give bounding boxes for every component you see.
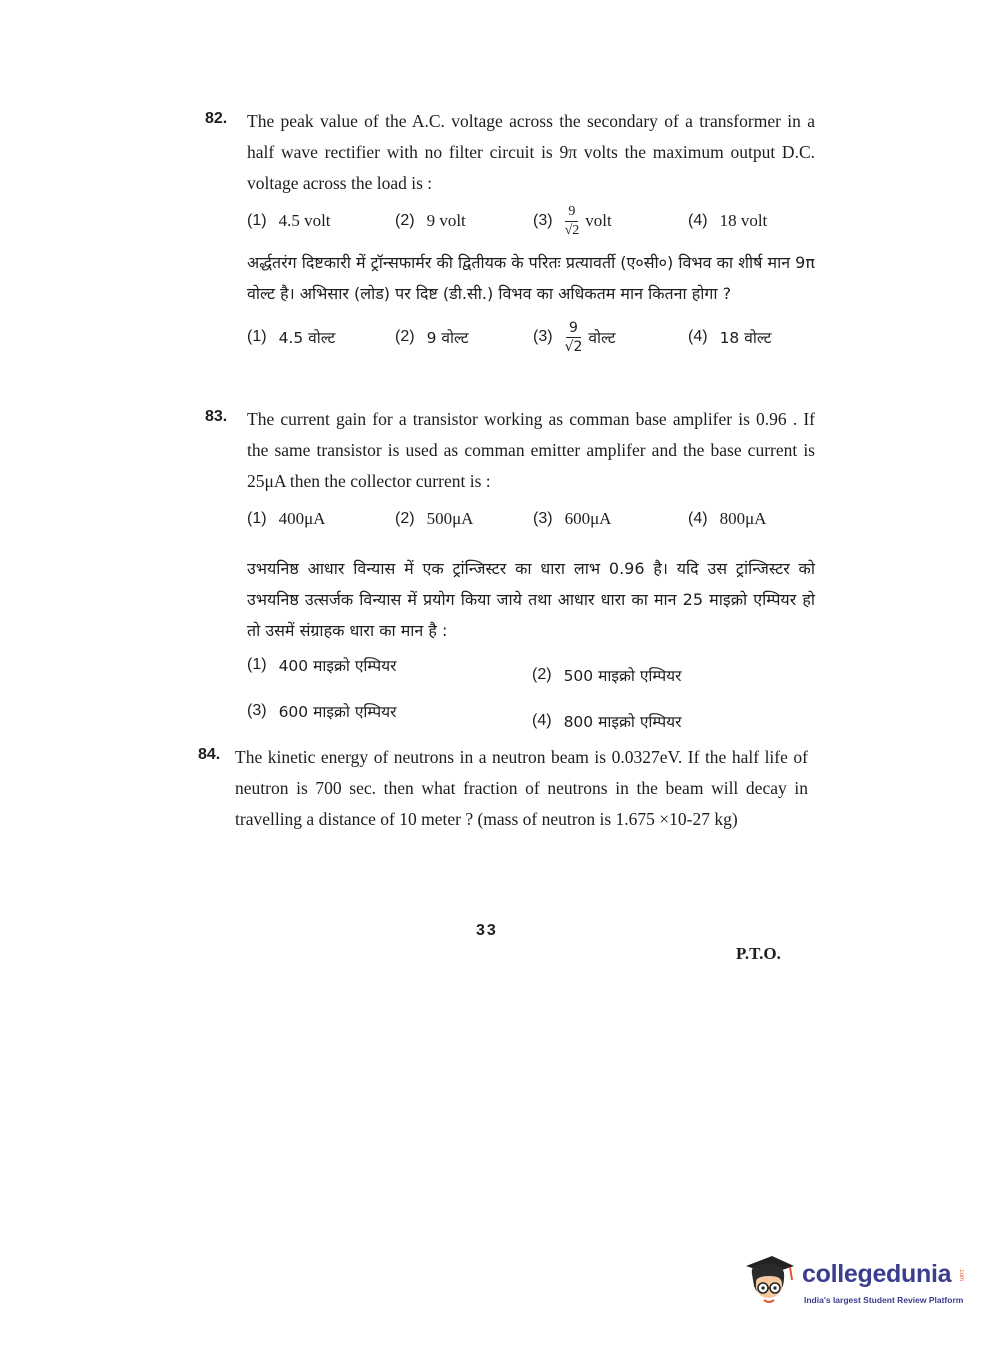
- option-4: (4) 800μA: [688, 509, 767, 528]
- option-2: (2) 500 माइक्रो एम्पियर: [532, 666, 682, 685]
- options-en: [247, 497, 815, 541]
- option-3: (3) $\frac{9}{√2}$ वोल्ट: [533, 319, 616, 355]
- option-3: (3) 600μA: [533, 509, 612, 528]
- question-text-hi: उभयनिष्ठ आधार विन्यास में एक ट्रांन्जिस्टर का धारा लाभ 0.96 है। यदि उस ट्रांन्जिस्टर को उभयनिष्ठ उत्सर्जक विन्यास में प्रयोग किया जाये तथा आधार धारा का मान 25 माइक्रो एम्पियर हो तो उसमें संग्राहक धारा का मान है :: [247, 559, 815, 640]
- question-84: [198, 742, 808, 835]
- question-text-en: The peak value of the A.C. voltage across the secondary of a transformer in a half wave rectifier with no filter circuit is 9π volts the maximum output D.C. voltage across the load is :: [247, 111, 815, 193]
- option-1: (1) 400 माइक्रो एम्पियर: [247, 656, 397, 675]
- question-number: 82.: [205, 110, 228, 127]
- options-en: [247, 199, 815, 243]
- brand-name: collegedunia: [802, 1260, 952, 1288]
- question-82: [205, 106, 815, 359]
- mascot-icon: [742, 1252, 796, 1310]
- question-text-hi: अर्द्धतरंग दिष्टकारी में ट्रॉन्सफार्मर की द्वितीयक के परितः प्रत्यावर्ती (ए०सी०) विभव का शीर्ष मान 9π वोल्ट है। अभिसार (लोड) पर दिष्ट (डी.सी.) विभव का अधिकतम मान कितना होगा ?: [247, 253, 815, 303]
- option-1: (1) 4.5 वोल्ट: [247, 328, 336, 347]
- brand-suffix: .com: [958, 1268, 964, 1282]
- options-hi: [247, 315, 815, 359]
- option-4: (4) 18 वोल्ट: [688, 328, 772, 347]
- option-1: (1) 4.5 volt: [247, 211, 331, 230]
- page-number: 33: [476, 922, 498, 939]
- question-83: [205, 404, 815, 736]
- option-2: (2) 9 वोल्ट: [395, 328, 469, 347]
- brand-tagline: India's largest Student Review Platform: [804, 1295, 964, 1305]
- fraction: $\frac{9}{√2}$: [564, 319, 583, 355]
- collegedunia-logo: [742, 1252, 972, 1314]
- option-1: (1) 400μA: [247, 509, 326, 528]
- pto-label: P.T.O.: [736, 944, 781, 963]
- option-2: (2) 9 volt: [395, 211, 466, 230]
- question-text-en: The current gain for a transistor working as comman base amplifer is 0.96 . If the same transistor is used as comman emitter amplifer and the base current is 25μA then the collector current is :: [247, 409, 815, 491]
- option-3: (3) $\frac{9}{√2}$ volt: [533, 203, 612, 238]
- option-4: (4) 18 volt: [688, 211, 768, 230]
- option-2: (2) 500μA: [395, 509, 474, 528]
- fraction: $\frac{9}{√2}$: [564, 203, 580, 238]
- option-4: (4) 800 माइक्रो एम्पियर: [532, 712, 682, 731]
- options-hi: [247, 650, 815, 736]
- question-number: 83.: [205, 408, 228, 425]
- option-3: (3) 600 माइक्रो एम्पियर: [247, 702, 397, 721]
- question-text-en: The kinetic energy of neutrons in a neutron beam is 0.0327eV. If the half life of neutron is 700 sec. then what fraction of neutrons in the beam will decay in travelling a distance of 10 meter ? (mass of neutron is 1.675 ×10-27 kg): [235, 747, 808, 829]
- question-number: 84.: [198, 746, 221, 763]
